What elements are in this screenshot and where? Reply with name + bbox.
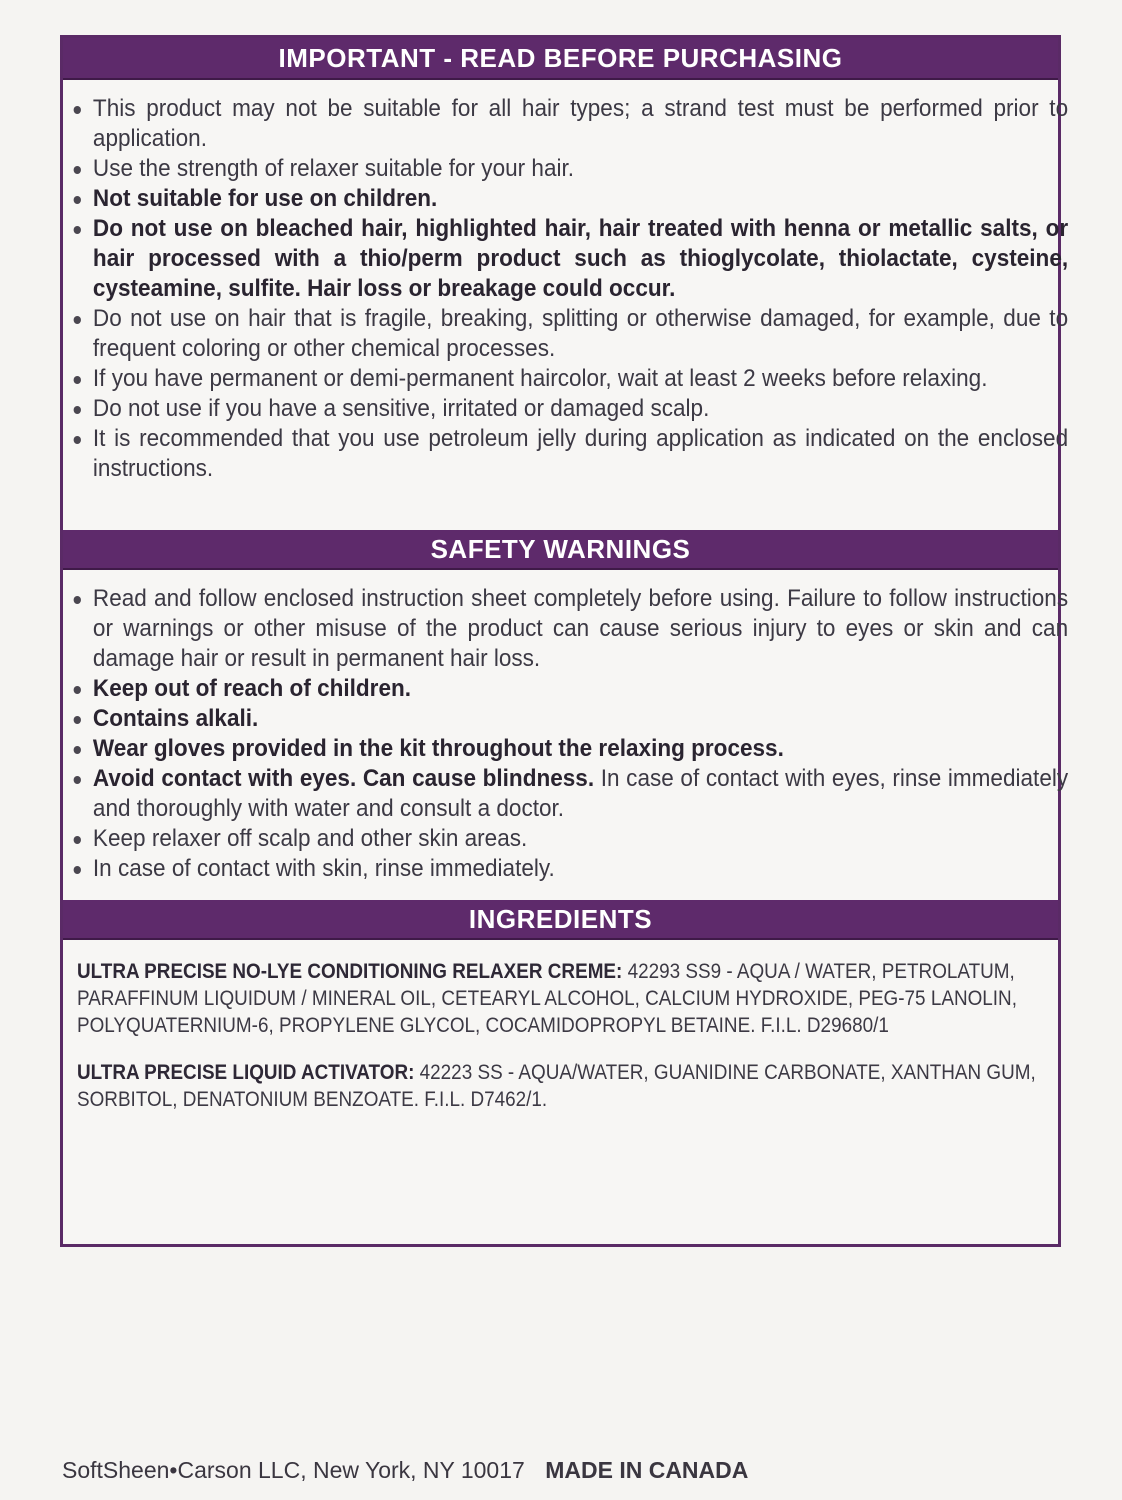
ingredient-list-text: 42223 SS - AQUA/WATER, GUANIDINE CARBONATE, XANTHAN GUM, SORBITOL, DENATONIUM BENZOATE. F.I.L. D7462/1.: [77, 1061, 1036, 1111]
company-address: SoftSheen•Carson LLC, New York, NY 10017: [62, 1457, 525, 1483]
ingredient-product-name: ULTRA PRECISE NO-LYE CONDITIONING RELAXER CREME:: [77, 960, 623, 983]
important-item: Do not use on bleached hair, highlighted hair, hair treated with henna or metallic salts, or hair processed with a thio/perm product such as thioglycolate, thiolactate, cysteine, cysteamine, sulfite. Hair loss or breakage could occur.: [69, 214, 1068, 304]
ingredient-list-text: 42293 SS9 - AQUA / WATER, PETROLATUM, PARAFFINUM LIQUIDUM / MINERAL OIL, CETEARYL ALCOHOL, CALCIUM HYDROXIDE, PEG-75 LANOLIN, POLYQUATERNIUM-6, PROPYLENE GLYCOL, COCAMIDOPROPYL BETAINE. F.I.L. D29680/1: [77, 960, 1017, 1037]
important-item: Use the strength of relaxer suitable for your hair.: [69, 154, 1068, 184]
safety-item-bold: Avoid contact with eyes. Can cause blindness.: [92, 765, 595, 792]
important-item: Do not use if you have a sensitive, irritated or damaged scalp.: [69, 394, 1068, 424]
ingredient-entry: [77, 1059, 1049, 1113]
important-header: IMPORTANT - READ BEFORE PURCHASING: [63, 38, 1058, 80]
safety-item: Read and follow enclosed instruction sheet completely before using. Failure to follow instructions or warnings or other misuse of the product can cause serious injury to eyes or skin and can damage hair or result in permanent hair loss.: [69, 584, 1068, 674]
safety-item: In case of contact with skin, rinse immediately.: [69, 854, 1068, 884]
safety-list: [69, 584, 1069, 884]
safety-item-text: In case of contact with eyes, rinse immediately and thoroughly with water and consult a doctor.: [92, 765, 1069, 822]
safety-item: [69, 764, 1068, 824]
footer: [62, 1457, 748, 1484]
label-panel: [60, 35, 1069, 1247]
ingredients-section: [63, 940, 1058, 1151]
safety-header: SAFETY WARNINGS: [63, 530, 1058, 570]
safety-item: Wear gloves provided in the kit throughout the relaxing process.: [69, 734, 1068, 764]
important-item: It is recommended that you use petroleum jelly during application as indicated on the enclosed instructions.: [69, 424, 1068, 484]
safety-item: Keep relaxer off scalp and other skin areas.: [69, 824, 1068, 854]
important-item: Do not use on hair that is fragile, breaking, splitting or otherwise damaged, for example, due to frequent coloring or other chemical processes.: [69, 304, 1068, 364]
important-item: If you have permanent or demi-permanent haircolor, wait at least 2 weeks before relaxing.: [69, 364, 1068, 394]
important-item: This product may not be suitable for all hair types; a strand test must be performed prior to application.: [69, 94, 1068, 154]
ingredient-entry: [77, 958, 1049, 1039]
important-list: [69, 94, 1069, 484]
made-in: MADE IN CANADA: [545, 1457, 749, 1483]
safety-item: Keep out of reach of children.: [69, 674, 1068, 704]
safety-section: [63, 570, 1069, 900]
important-item: Not suitable for use on children.: [69, 184, 1068, 214]
ingredients-header: INGREDIENTS: [63, 900, 1058, 940]
important-section: [63, 80, 1069, 530]
ingredient-product-name: ULTRA PRECISE LIQUID ACTIVATOR:: [77, 1061, 415, 1084]
safety-item: Contains alkali.: [69, 704, 1068, 734]
